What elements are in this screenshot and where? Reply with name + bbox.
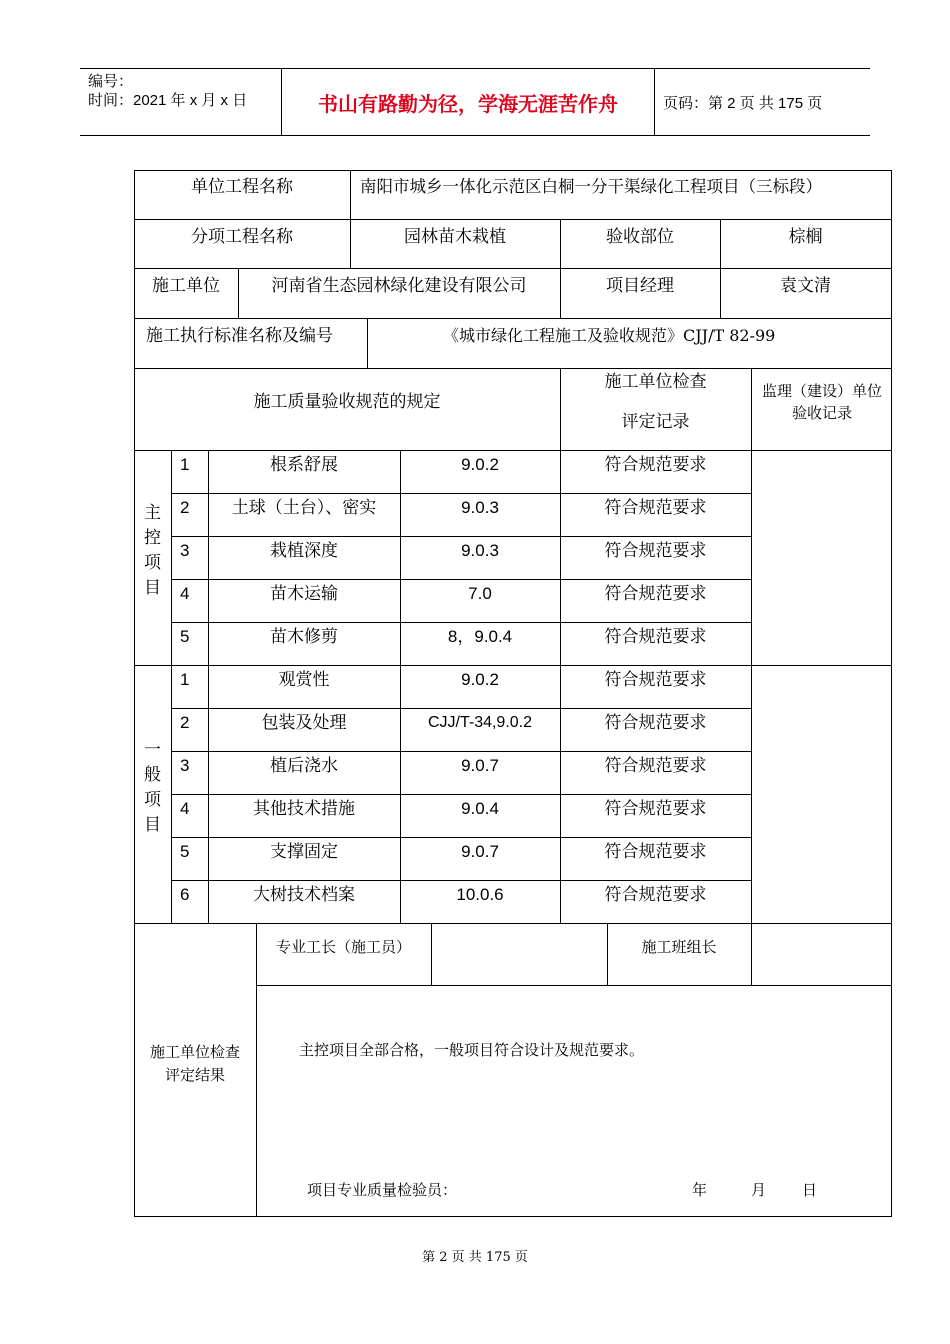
- result-label-line2: 评定结果: [164, 1066, 225, 1084]
- supervision-column-header: 监理（建设）单位验收记录: [762, 382, 883, 422]
- motto-text: 书山有路勤为径，学海无涯苦作舟: [318, 92, 618, 116]
- conclusion-text: 主控项目全部合格，一般项目符合设计及规范要求。: [299, 1041, 645, 1059]
- date-year: 年: [692, 1181, 708, 1199]
- project-manager-value: 袁文清: [780, 276, 831, 296]
- check-column-header-line2: 评定记录: [621, 412, 690, 432]
- page-footer: 第 2 页 共 175 页: [422, 1250, 528, 1265]
- date-day: 日: [802, 1181, 818, 1199]
- page-code: 页码：第 2 页 共 175 页: [663, 95, 823, 112]
- foreman-label: 专业工长（施工员）: [275, 938, 411, 956]
- unit-project-value: 南阳市城乡一体化示范区白桐一分干渠绿化工程项目（三标段）: [360, 177, 822, 196]
- construction-unit-label: 施工单位: [152, 276, 220, 296]
- standard-label: 施工执行标准名称及编号: [146, 326, 333, 346]
- construction-unit-value: 河南省生态园林绿化建设有限公司: [271, 276, 527, 296]
- result-label-line1: 施工单位检查: [149, 1043, 240, 1061]
- inspector-label: 项目专业质量检验员：: [307, 1181, 458, 1199]
- time-label: 时间：2021 年 x 月 x 日: [88, 92, 248, 109]
- team-leader-label: 施工班组长: [641, 938, 717, 956]
- unit-project-label: 单位工程名称: [191, 177, 293, 197]
- spec-column-header: 施工质量验收规范的规定: [253, 392, 441, 412]
- standard-value: 《城市绿化工程施工及验收规范》CJJ/T 82-99: [443, 326, 776, 345]
- project-manager-label: 项目经理: [606, 276, 674, 296]
- sub-project-value: 园林苗木栽植: [404, 227, 506, 247]
- acceptance-part-value: 棕榈: [788, 227, 823, 247]
- check-column-header-line1: 施工单位检查: [604, 372, 707, 392]
- date-month: 月: [751, 1181, 767, 1199]
- acceptance-part-label: 验收部位: [606, 227, 674, 247]
- number-label: 编号：: [88, 73, 134, 90]
- sub-project-label: 分项工程名称: [191, 227, 293, 247]
